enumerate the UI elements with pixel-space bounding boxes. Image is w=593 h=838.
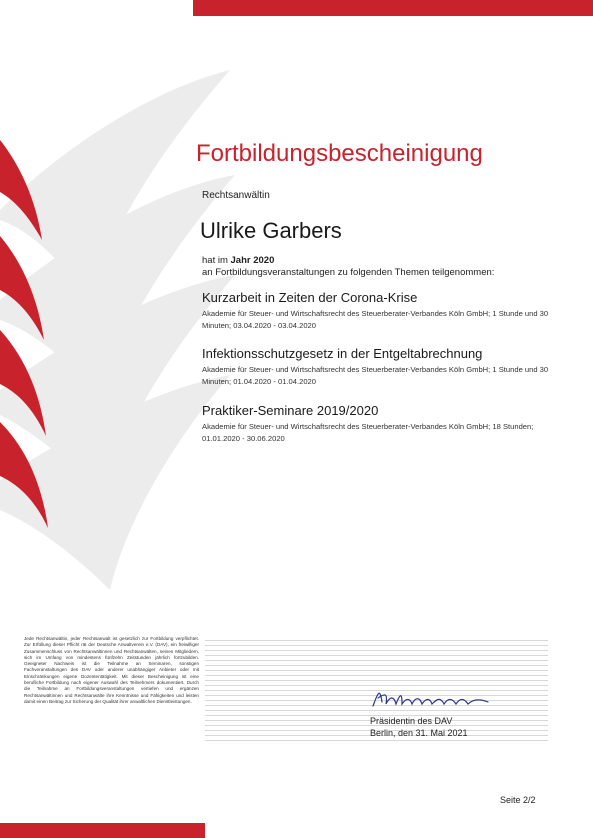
topic-title: Infektionsschutzgesetz in der Entgeltabrechnung bbox=[202, 346, 483, 361]
topic-detail: Akademie für Steuer- und Wirtschaftsrecht des Steuerberater-Verbandes Köln GmbH; 1 Stunde und 30 Minuten; 01.04.2020 - 01.04.2020 bbox=[202, 365, 549, 386]
recipient-name: Ulrike Garbers bbox=[200, 218, 342, 243]
handwritten-signature bbox=[370, 684, 500, 714]
bottom-accent-bar bbox=[0, 823, 205, 838]
topic-title: Praktiker-Seminare 2019/2020 bbox=[202, 403, 379, 418]
topic-item bbox=[202, 346, 552, 388]
legal-notice: Jede Rechtsanwältin, jeder Rechtsanwalt ist gesetzlich zur Fortbildung verpflichtet. Zur Erfüllung dieser Pflicht rät der Deutsche Anwaltverein e.V. (DAV), ein freiwilliger Zusammenschluss von Rechtsanwältinnen und Rechtsanwälten, seinen Mitgliedern, sich im Umfang von mindestens fünfzehn Zeitstunden jährlich fortzubilden. Geeigneter Nachweis ist die Teilnahme an Seminaren, sonstigen Fachveranstaltungen des DAV oder anderer unabhängiger Anbieter oder mit Einschränkungen eigene Dozententätigkeit. Mit dieser Bescheinigung ist eine berufliche Fortbildung nach eigener Auswahl des Teilnehmers dokumentiert. Durch die Teilnahme an Fortbildungsveranstaltungen vertiefen und ergänzen Rechtsanwältinnen und Rechtsanwälte ihre Kenntnisse und Fähigkeiten und leisten damit einen Beitrag zur Sicherung der Qualität ihrer anwaltlichen Dienstleistungen. bbox=[24, 636, 199, 704]
topic-detail: Akademie für Steuer- und Wirtschaftsrecht des Steuerberater-Verbandes Köln GmbH; 1 Stunde und 30 Minuten; 03.04.2020 - 03.04.2020 bbox=[202, 309, 549, 330]
signer-role: Präsidentin des DAV bbox=[370, 716, 453, 726]
topic-title: Kurzarbeit in Zeiten der Corona-Krise bbox=[202, 290, 418, 305]
year-statement bbox=[202, 255, 274, 266]
page-number: Seite 2/2 bbox=[500, 795, 536, 805]
year-prefix: hat im bbox=[202, 255, 228, 266]
topic-detail: Akademie für Steuer- und Wirtschaftsrecht des Steuerberater-Verbandes Köln GmbH; 18 Stunden; 01.01.2020 - 30.06.2020 bbox=[202, 422, 534, 443]
signature-place-date: Berlin, den 31. Mai 2021 bbox=[370, 728, 468, 738]
topic-item bbox=[202, 403, 552, 445]
participation-intro: an Fortbildungsveranstaltungen zu folgenden Themen teilgenommen: bbox=[202, 267, 495, 278]
year-label: Jahr 2020 bbox=[230, 255, 275, 266]
topic-item bbox=[202, 290, 552, 332]
recipient-role: Rechtsanwältin bbox=[202, 190, 270, 201]
certificate-title: Fortbildungsbescheinigung bbox=[196, 140, 483, 167]
